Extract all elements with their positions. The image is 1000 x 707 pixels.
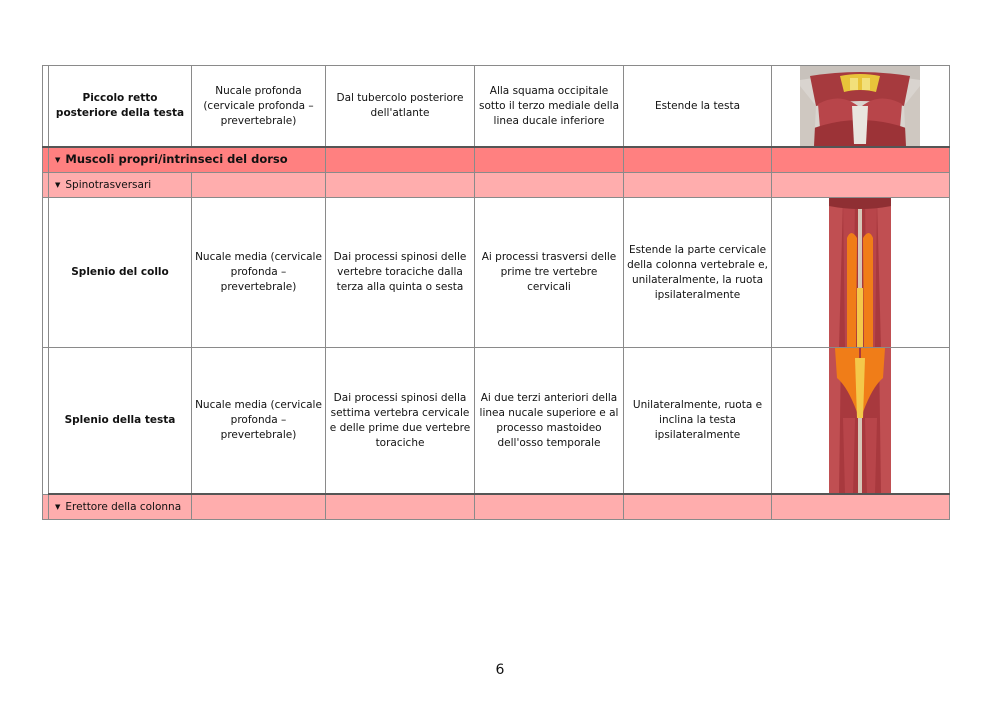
innervation-cell: Nucale profonda (cervicale profonda – prevertebrale) [192,66,326,148]
insertion-cell: Ai due terzi anteriori della linea nucale superiore e al processo mastoideo dell'osso temporale [475,348,624,495]
action-cell: Unilateralmente, ruota e inclina la testa ipsilateralmente [624,348,772,495]
subgroup-row[interactable] [43,173,950,198]
empty-cell [624,147,772,173]
origin-cell: Dai processi spinosi delle vertebre toraciche dalla terza alla quinta o sesta [326,198,475,348]
empty-cell [624,494,772,520]
page-number: 6 [495,662,505,678]
innervation-cell: Nucale media (cervicale profonda – prevertebrale) [192,348,326,495]
subgroup-title[interactable] [49,494,192,520]
subgroup-title[interactable] [49,173,192,198]
triangle-down-icon[interactable]: ▼ [55,502,61,511]
splenius-cervicis-illustration [829,198,891,348]
table-row [43,198,950,348]
empty-cell [624,173,772,198]
subgroup-label: Spinotrasversari [65,178,152,191]
empty-cell [772,147,950,173]
origin-cell: Dal tubercolo posteriore dell'atlante [326,66,475,148]
empty-cell [475,494,624,520]
rectus-capitis-posterior-minor-illustration [800,66,920,146]
action-cell: Estende la testa [624,66,772,148]
empty-cell [475,173,624,198]
image-cell [772,66,950,148]
empty-cell [326,173,475,198]
group-row[interactable] [43,147,950,173]
splenius-capitis-illustration [829,348,891,494]
origin-cell: Dai processi spinosi della settima vertebra cervicale e delle prime due vertebre toraciche [326,348,475,495]
empty-cell [475,147,624,173]
action-cell: Estende la parte cervicale della colonna vertebrale e, unilateralmente, la ruota ipsilateralmente [624,198,772,348]
image-cell [772,198,950,348]
subgroup-label: Erettore della colonna [65,500,182,513]
insertion-cell: Ai processi trasversi delle prime tre vertebre cervicali [475,198,624,348]
muscle-name: Piccolo retto posteriore della testa [49,66,192,148]
empty-cell [192,173,326,198]
group-title[interactable] [49,147,326,173]
muscle-table [42,65,950,520]
insertion-cell: Alla squama occipitale sotto il terzo mediale della linea ducale inferiore [475,66,624,148]
innervation-cell: Nucale media (cervicale profonda – prevertebrale) [192,198,326,348]
empty-cell [326,494,475,520]
subgroup-row[interactable] [43,494,950,520]
group-label: Muscoli propri/intrinseci del dorso [65,152,288,166]
triangle-down-icon[interactable]: ▼ [55,180,61,189]
muscle-name: Splenio del collo [49,198,192,348]
table-row [43,66,950,148]
image-cell [772,348,950,495]
muscle-name: Splenio della testa [49,348,192,495]
empty-cell [326,147,475,173]
triangle-down-icon[interactable]: ▼ [55,156,61,164]
table-row [43,348,950,495]
empty-cell [772,173,950,198]
empty-cell [192,494,326,520]
empty-cell [772,494,950,520]
